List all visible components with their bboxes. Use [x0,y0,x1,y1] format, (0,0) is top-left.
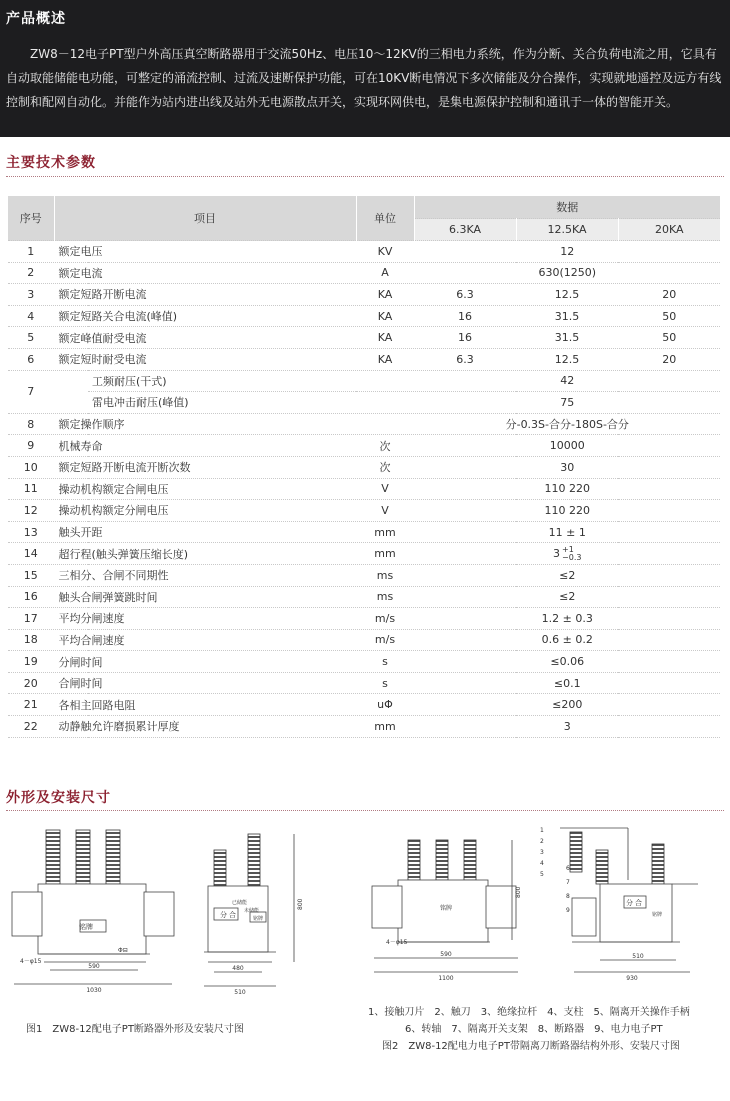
row-value-20ka: 50 [618,327,720,349]
table-row [8,672,720,694]
callout-number: 9 [566,907,570,914]
row-value-20ka: 50 [618,305,720,327]
table-row [8,564,720,586]
row-no: 14 [8,543,54,565]
dims-section-divider [6,810,724,811]
insulator-drawing [46,830,60,884]
row-item: 操动机构额定分闸电压 [54,500,356,522]
fig2-legend-line2: 6、转轴 7、隔离开关支架 8、断路器 9、电力电子PT [405,1024,663,1035]
row-item: 触头开距 [54,521,356,543]
row-value: 3 [414,716,720,738]
row-no: 4 [8,305,54,327]
row-no: 10 [8,456,54,478]
row-item: 额定峰值耐受电流 [54,327,356,349]
fig1-dim-480: 480 [232,965,244,972]
row-value-6-3ka: 6.3 [414,284,516,306]
overview-section [0,0,730,137]
row-unit: KA [356,305,414,327]
row-value: 110 220 [414,478,720,500]
callout-number: 4 [540,860,544,867]
table-row [8,694,720,716]
callout-number: 6 [566,865,570,872]
row-subitem: 雷电冲击耐压(峰值) [88,392,414,414]
value-upper-tolerance: +1 [562,544,574,554]
callout-number: 7 [566,879,570,886]
table-row [8,262,720,284]
row-value-12-5ka: 31.5 [516,305,618,327]
row-no: 3 [8,284,54,306]
row-value: ≤200 [414,694,720,716]
row-unit: A [356,262,414,284]
row-value: 110 220 [414,500,720,522]
table-row [8,608,720,630]
fig2-hole-label: 4－φ15 [386,939,408,946]
table-row [8,651,720,673]
row-item-group [54,370,88,413]
row-unit: mm [356,543,414,565]
table-row [8,241,720,263]
insulator-drawing [76,830,90,884]
fig1-switch-close: 合 [229,911,236,919]
callout-number: 8 [566,893,570,900]
value-tolerance [562,546,581,562]
row-item: 额定短路开断电流开断次数 [54,456,356,478]
row-no: 11 [8,478,54,500]
row-value: 11 ± 1 [414,521,720,543]
row-value: 75 [414,392,720,414]
fig1-dim-1030: 1030 [86,987,102,994]
header-col-20ka: 20KA [618,219,720,241]
row-value-6-3ka: 16 [414,327,516,349]
tech-section-title: 主要技术参数 [6,155,96,171]
row-no: 15 [8,564,54,586]
value-base: 3 [553,546,561,560]
table-header-row [8,196,720,219]
row-unit: ms [356,586,414,608]
row-value: 0.6 ± 0.2 [414,629,720,651]
row-no: 21 [8,694,54,716]
row-unit: KA [356,348,414,370]
row-no: 20 [8,672,54,694]
table-row [8,500,720,522]
row-unit: 次 [356,456,414,478]
row-value: 630(1250) [414,262,720,284]
row-unit: m/s [356,608,414,630]
table-row [8,305,720,327]
row-item: 额定短路开断电流 [54,284,356,306]
fig2-callouts [540,827,570,914]
row-no: 16 [8,586,54,608]
row-value-20ka: 20 [618,284,720,306]
fig2-nameplate: 铭牌 [439,905,453,912]
row-unit: m/s [356,629,414,651]
row-item: 额定电流 [54,262,356,284]
row-item: 动静触允许磨损累计厚度 [54,716,356,738]
table-row [8,284,720,306]
insulator-drawing [106,830,120,884]
row-item: 额定电压 [54,241,356,263]
row-unit: V [356,500,414,522]
fig2-switch-close: 合 [635,899,642,907]
row-no: 8 [8,413,54,435]
row-value: 分-0.3S-合分-180S-合分 [414,413,720,435]
row-item: 触头合闸弹簧跳时间 [54,586,356,608]
table-row [8,716,720,738]
row-unit: V [356,478,414,500]
row-unit: mm [356,716,414,738]
table-row [8,629,720,651]
table-row [8,370,720,392]
row-value: 42 [414,370,720,392]
fig2-switch-open: 分 [626,899,633,907]
row-value: 1.2 ± 0.3 [414,608,720,630]
fig1-dim-510: 510 [234,989,246,996]
spec-table [8,196,720,738]
row-no: 9 [8,435,54,457]
callout-number: 3 [540,849,544,856]
row-unit: mm [356,521,414,543]
row-item: 三相分、合闸不同期性 [54,564,356,586]
row-unit [356,413,414,435]
header-unit: 单位 [356,196,414,241]
fig1-dim-590: 590 [88,963,100,970]
row-item: 分闸时间 [54,651,356,673]
fig2-dim-510: 510 [632,953,644,960]
fig1-ground-symbol: Φ⊟ [118,947,128,954]
row-item: 各相主回路电阻 [54,694,356,716]
table-row [8,392,720,414]
table-row [8,521,720,543]
row-no: 13 [8,521,54,543]
row-item: 额定短路关合电流(峰值) [54,305,356,327]
row-unit: KA [356,284,414,306]
spec-table-body [8,241,720,738]
row-item: 平均合闸速度 [54,629,356,651]
callout-number: 5 [540,871,544,878]
callout-number: 2 [540,838,544,845]
row-unit: s [356,651,414,673]
row-unit: KA [356,327,414,349]
row-no: 1 [8,241,54,263]
table-row [8,413,720,435]
fig1-uncharged-label: 未储能 [244,908,260,914]
fig1-caption: 图1 ZW8-12配电子PT断路器外形及安装尺寸图 [26,1024,244,1035]
fig2-dim-930: 930 [626,975,638,982]
row-item: 额定短时耐受电流 [54,348,356,370]
row-value-6-3ka: 16 [414,305,516,327]
row-unit: 次 [356,435,414,457]
row-value: 12 [414,241,720,263]
header-col-6-3ka: 6.3KA [414,219,516,241]
row-item: 额定操作顺序 [54,413,356,435]
fig2-dim-1100: 1100 [438,975,454,982]
row-no: 5 [8,327,54,349]
row-unit: uΦ [356,694,414,716]
header-item: 项目 [54,196,356,241]
row-item: 机械寿命 [54,435,356,457]
table-row [8,435,720,457]
tech-section-divider [6,176,724,177]
row-item: 操动机构额定合闸电压 [54,478,356,500]
fig1-nameplate: 铭牌 [79,923,93,931]
row-no: 7 [8,370,54,413]
header-no: 序号 [8,196,54,241]
row-item: 平均分闸速度 [54,608,356,630]
row-value-12-5ka: 12.5 [516,348,618,370]
table-row [8,478,720,500]
row-value-12-5ka: 31.5 [516,327,618,349]
row-item: 超行程(触头弹簧压缩长度) [54,543,356,565]
table-row [8,327,720,349]
overview-title: 产品概述 [6,11,66,27]
callout-number: 1 [540,827,544,834]
dims-section-title: 外形及安装尺寸 [6,790,111,806]
row-value: 30 [414,456,720,478]
row-value: ≤0.1 [414,672,720,694]
row-no: 22 [8,716,54,738]
row-value: ≤2 [414,564,720,586]
header-data: 数据 [414,196,720,219]
fig1-dim-800: 800 [297,898,304,910]
row-no: 18 [8,629,54,651]
fig1-charged-label: 已储能 [232,900,248,906]
row-unit: s [356,672,414,694]
fig2-dim-590: 590 [440,951,452,958]
fig1-side-nameplate: 铭牌 [253,916,264,922]
row-value [414,543,720,565]
fig2-caption: 图2 ZW8-12配电力电子PT带隔离刀断路器结构外形、安装尺寸图 [382,1041,680,1052]
table-row [8,348,720,370]
row-unit: ms [356,564,414,586]
fig1-hole-label: 4－φ15 [20,958,42,965]
header-col-12-5ka: 12.5KA [516,219,618,241]
row-value-6-3ka: 6.3 [414,348,516,370]
row-unit: KV [356,241,414,263]
row-no: 17 [8,608,54,630]
row-value-20ka: 20 [618,348,720,370]
table-row [8,586,720,608]
row-value-12-5ka: 12.5 [516,284,618,306]
row-no: 6 [8,348,54,370]
overview-paragraph: ZW8－12电子PT型户外高压真空断路器用于交流50Hz、电压10～12KV的三相电力系统，作为分断、关合负荷电流之用，它具有自动取能储能电功能，可整定的涌流控制、过流及速断保护功能，可在10KV断电情况下多次储能及分合操作，实现就地遥控及远方有线控制和配网自动化。并能作为站内进出线及站外无电源散点开关，实现环网供电，是集电源保护控制和通讯于一体的智能开关。 [6,47,722,109]
table-row [8,456,720,478]
row-subitem: 工频耐压(干式) [88,370,414,392]
row-value: ≤2 [414,586,720,608]
value-lower-tolerance: −0.3 [562,552,582,562]
row-value: 10000 [414,435,720,457]
row-value: ≤0.06 [414,651,720,673]
fig2-legend-line1: 1、接触刀片 2、触刀 3、绝缘拉杆 4、支柱 5、隔离开关操作手柄 [368,1007,690,1018]
table-row [8,543,720,565]
row-no: 2 [8,262,54,284]
row-no: 19 [8,651,54,673]
row-item: 合闸时间 [54,672,356,694]
fig2-dim-800: 800 [515,886,522,898]
fig2-side-nameplate: 铭牌 [652,912,663,918]
row-no: 12 [8,500,54,522]
fig1-switch-open: 分 [220,911,227,919]
